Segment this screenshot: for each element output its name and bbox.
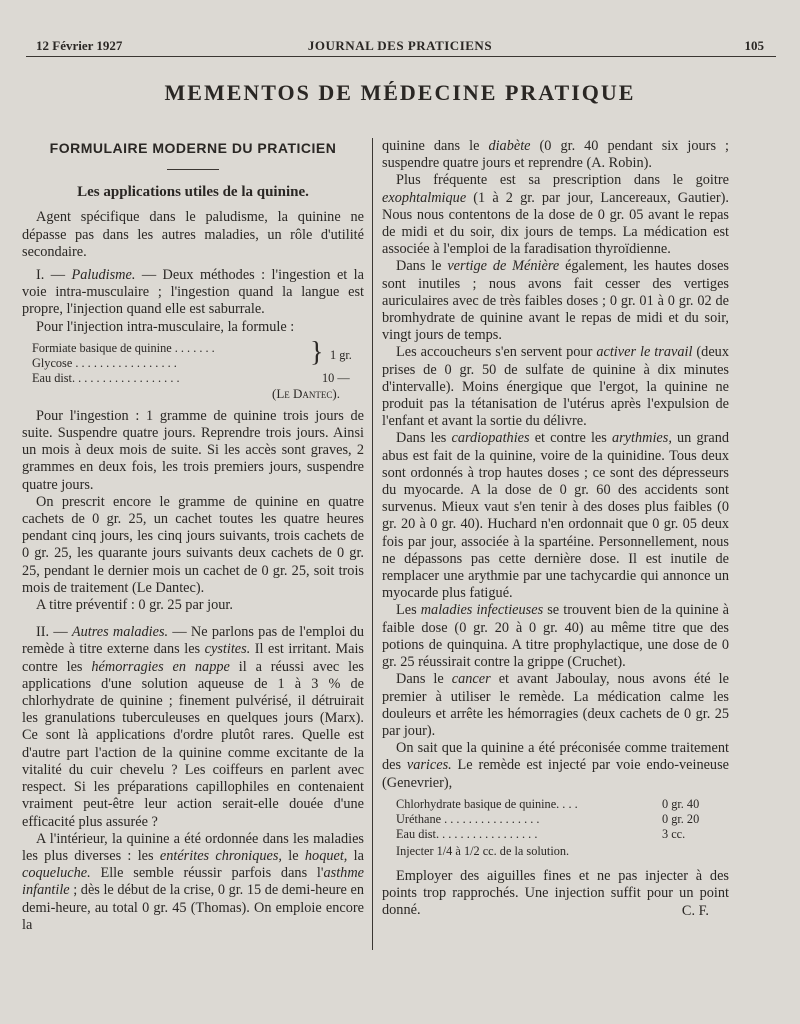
accoucheurs-paragraph: Les accoucheurs s'en servent pour activer le travail (deux prises de 0 gr. 50 de sulfate de quinine à dix minutes d'intervalle). Moins énergique que l'ergot, la quinine ne produit pas la tétanisation de l'utérus après l'expulsion de l'enfant et avant la sortie du délivre. — [382, 344, 729, 430]
formula-row: Chlorhydrate basique de quinine. . . . 0 gr. 40 — [396, 796, 700, 811]
paludisme-paragraph: I. — Paludisme. — Deux méthodes : l'ingestion et la voie intra-musculaire ; l'ingestion quand la langue est propre, l'injection quand elle est saburrale. — [22, 267, 365, 318]
formula-row: Eau dist. . . . . . . . . . . . . . . . . 3 cc. — [396, 826, 686, 841]
signature: C. F. — [681, 902, 709, 919]
autres-maladies-paragraph: II. — Autres maladies. — Ne parlons pas de l'emploi du remède à titre externe dans les cystites. Il est irritant. Mais contre les hémorragies en nappe il a réussi avec les applications d'une solution aqueuse de 1 à 3 % de chlorhydrate de quinine ; finement pulvérisé, il détruirait les granulations tuberculeuses en quelques jours (Marx). Ce sont là applications d'ordre plutôt rares. Quelle est d'autre part l'action de la quinine comme excitante de la vitalité du cuir chevelu ? Les coiffeurs en parlent avec respect. Si les préparations capillophiles en contenaient vraiment peut-être leur action serait-elle douée d'une efficacité plus assurée ? — [22, 624, 365, 830]
header-rule — [26, 56, 776, 57]
formula-row: Glycose . . . . . . . . . . . . . . . . . 1 gr. — [32, 347, 352, 370]
header-date: 12 Février 1927 — [36, 38, 123, 53]
cardiopathies-paragraph: Dans les cardiopathies et contre les arythmies, un grand abus est fait de la quinine, voire de la quinidine. Tous deux sont ordonnés à trop hautes doses ; ce sont des dépresseurs du myocarde. A la dose de 0 gr. 60 des accidents sont survenus. Mieux vaut s'en tenir à des doses plus faibles (0 gr. 20 à 0 gr. 40). Huchard n'en ordonnait que 0 gr. 05 deux fois par jour, associée à la spartéine. Personnellement, nous ne dépassons pas cette dernière dose. Il est inutile de remplacer une arythmie par une tachycardie qui annonce un myocarde plus fatigué. — [382, 430, 729, 602]
header-journal-name: JOURNAL DES PRATICIENS — [307, 38, 493, 53]
formula-source: (Le Dantec). — [272, 385, 340, 401]
goitre-paragraph: Plus fréquente est sa prescription dans le goitre exophtalmique (1 à 2 gr. par jour, Lancereaux, Gautier). Nous nous contentons de la dose de 0 gr. 05 avant le repas de midi et du soir, dix jours de temps. La médication est associée à l'emploi de la faradisation thyroïdienne. — [382, 172, 729, 258]
formula-injection — [32, 336, 364, 402]
main-title: MEMENTOS DE MÉDECINE PRATIQUE — [164, 80, 636, 105]
header-page-number: 105 — [744, 38, 764, 53]
intro-paragraph: Agent spécifique dans le paludisme, la quinine ne dépasse pas dans les autres maladies, un rôle d'utilité secondaire. — [22, 209, 364, 260]
right-column — [382, 138, 729, 920]
section-rule — [167, 169, 219, 170]
brace-glyph: } — [310, 336, 324, 368]
formula-note: Injecter 1/4 à 1/2 cc. de la solution. — [396, 843, 570, 858]
section-title: FORMULAIRE MODERNE DU PRATICIEN — [49, 140, 337, 156]
cancer-paragraph: Dans le cancer et avant Jaboulay, nous avons été le premier à utiliser le remède. La médication calme les douleurs et arrête les hémorragies (deux cachets de 0 gr. 25 par jour). — [382, 671, 729, 739]
vertige-paragraph: Dans le vertige de Ménière également, les hautes doses sont inutiles ; nous avons fait cesser des vertiges auriculaires avec de très faibles doses ; 0 gr. 01 à 0 gr. 02 de bromhydrate de quinine avant le repas de midi et du soir, vingt jours de temps. — [382, 258, 729, 344]
preventif-paragraph: A titre préventif : 0 gr. 25 par jour. — [36, 597, 233, 614]
formula-row: Eau dist. . . . . . . . . . . . . . . . . . 10 — — [32, 370, 350, 385]
formula-varices — [396, 796, 729, 841]
column-divider — [372, 138, 373, 950]
ingestion-paragraph: Pour l'ingestion : 1 gramme de quinine trois jours de suite. Suspendre quatre jours. Reprendre trois jours. Ainsi un mois à deux mois de suite. Si les accès sont graves, 2 grammes en deux fois, les trois premiers jours, suspendre quatre jours. — [22, 407, 364, 493]
injection-paragraph: Pour l'injection intra-musculaire, la formule : — [36, 318, 295, 335]
running-header — [36, 38, 764, 54]
formula-row: Formiate basique de quinine . . . . . . . — [32, 340, 215, 355]
final-paragraph: Employer des aiguilles fines et ne pas injecter à des points trop rapprochés. Une injection suffit pour un point donné. — [382, 867, 729, 919]
interieur-paragraph: A l'intérieur, la quinine a été ordonnée dans les maladies les plus diverses : les entérites chroniques, le hoquet, la coqueluche. Elle semble réussir parfois dans l'asthme infantile ; dès le début de la crise, 0 gr. 15 de demi-heure en demi-heure, au total 0 gr. 45 (Thomas). On emploie encore la — [22, 830, 364, 933]
infectieuses-paragraph: Les maladies infectieuses se trouvent bien de la quinine à faible dose (0 gr. 20 à 0 gr. 40) au même titre que des potions de quinquina. A titre prophylactique, une dose de 0 gr. 25 réussirait contre la grippe (Cruchet). — [382, 602, 729, 671]
prescrit-paragraph: On prescrit encore le gramme de quinine en quatre cachets de 0 gr. 25, un cachet toutes les quatre heures pendant cinq jours, les cinq jours suivants, trois cachets de 0 gr. 25, les quarante jours suivants deux cachets de 0 gr. 25, pendant le dernier mois un cachet de 0 gr. 25, soit trois mois de traitement (Le Dantec). — [22, 493, 364, 596]
formula-row: Uréthane . . . . . . . . . . . . . . . . 0 gr. 20 — [396, 811, 700, 826]
article-title: Les applications utiles de la quinine. — [77, 184, 309, 201]
diabete-paragraph: quinine dans le diabète (0 gr. 40 pendant six jours ; suspendre quatre jours et reprendre (A. Robin). — [382, 138, 729, 172]
varices-paragraph: On sait que la quinine a été préconisée comme traitement des varices. Le remède est injecté par voie endo-veineuse (Genevrier), — [382, 740, 729, 791]
left-column — [22, 138, 364, 934]
